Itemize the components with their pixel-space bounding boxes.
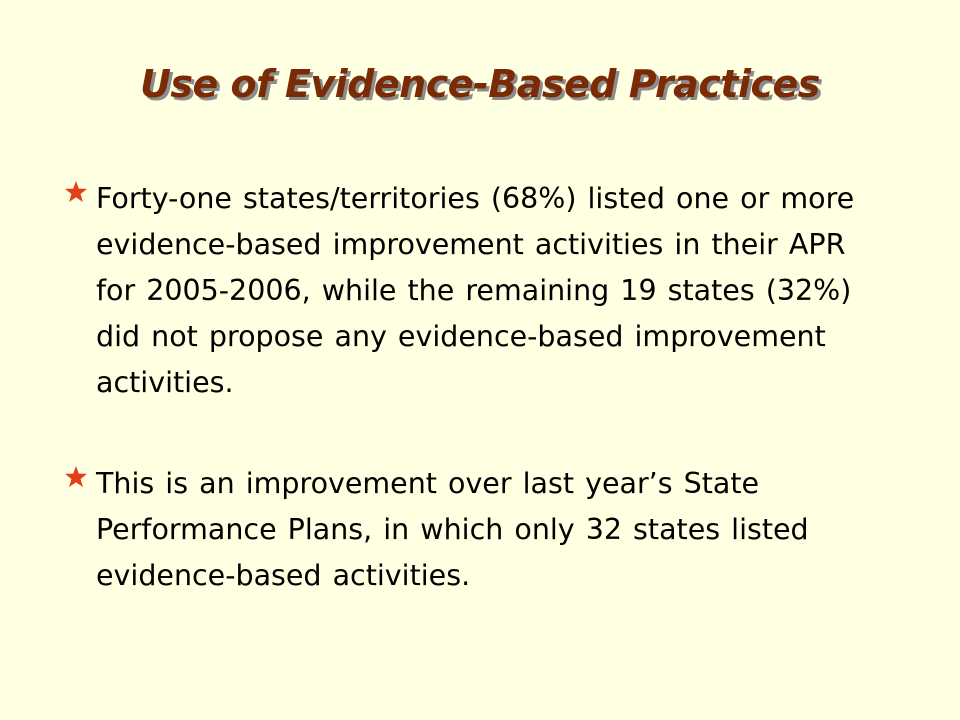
bullet-text: Forty-one states/territories (68%) listed one or more evidence-based improvement activities in their APR for 2005-2006, while the remaining 19 states (32%) did not propose any evidence-based improvement activities.	[96, 182, 855, 399]
star-icon	[64, 465, 88, 489]
bullet-item	[64, 176, 864, 406]
slide-title: Use of Evidence-Based Practices	[140, 62, 820, 106]
star-icon	[64, 180, 88, 204]
bullet-text: This is an improvement over last year’s State Performance Plans, in which only 32 states listed evidence-based activities.	[96, 467, 809, 592]
bullet-item	[64, 461, 864, 599]
